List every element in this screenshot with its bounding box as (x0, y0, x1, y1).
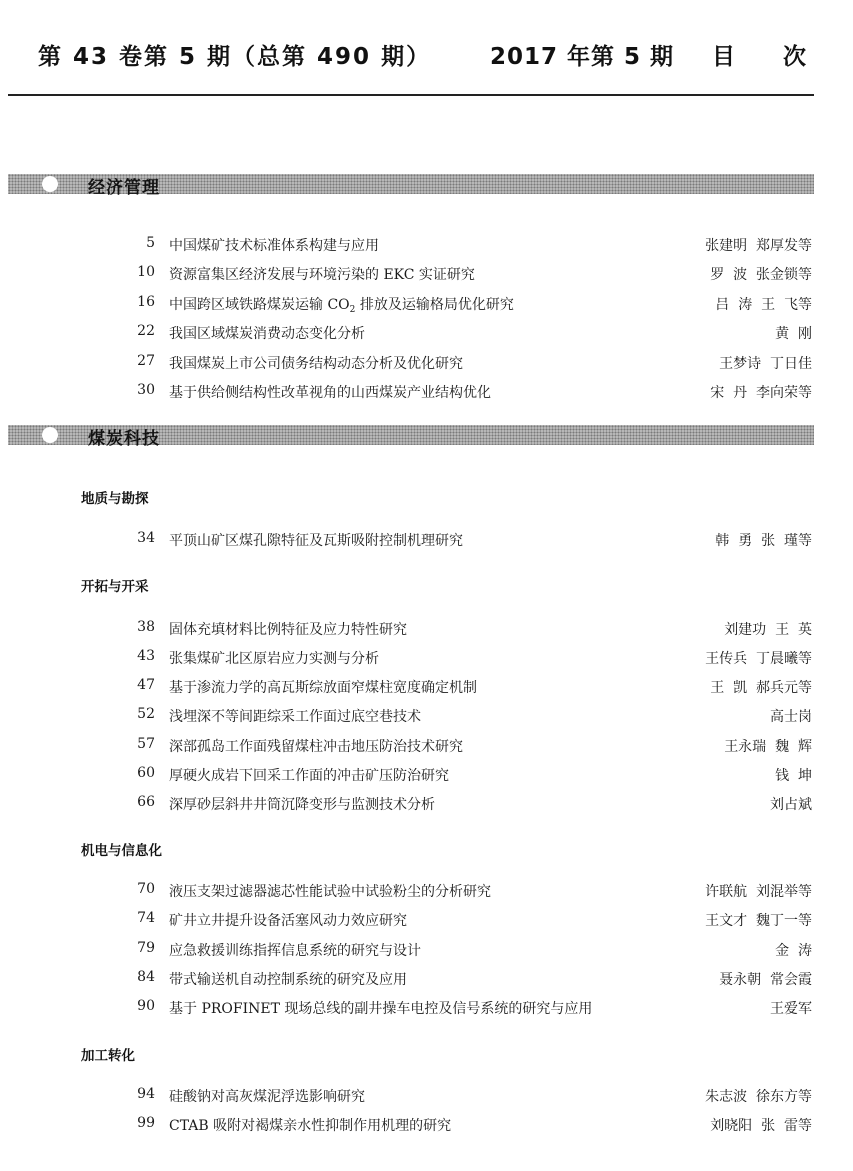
article-title: 基于渗流力学的高瓦斯综放面窄煤柱宽度确定机制 (169, 680, 477, 696)
volume-issue: 第 43 卷第 5 期（总第 490 期） (38, 44, 432, 70)
article-authors: 许联航 刘混举等 (705, 884, 812, 900)
article-authors: 宋 丹 李向荣等 (710, 385, 812, 401)
article-title: 中国煤矿技术标准体系构建与应用 (169, 238, 379, 254)
article-title: 平顶山矿区煤孔隙特征及瓦斯吸附控制机理研究 (169, 533, 463, 549)
toc-entry[interactable] (0, 235, 853, 257)
article-title: 固体充填材料比例特征及应力特性研究 (169, 622, 407, 638)
page-number: 99 (137, 1115, 155, 1131)
article-authors: 聂永朝 常会霞 (719, 972, 812, 988)
article-authors: 王 凯 郝兵元等 (710, 680, 812, 696)
toc-entry[interactable] (0, 765, 853, 787)
article-authors: 王文才 魏丁一等 (705, 913, 812, 929)
page-header (0, 0, 853, 96)
toc-entry[interactable] (0, 736, 853, 758)
page-number: 10 (137, 264, 155, 280)
article-authors: 朱志波 徐东方等 (705, 1089, 812, 1105)
article-title: 基于供给侧结构性改革视角的山西煤炭产业结构优化 (169, 385, 491, 401)
article-title: 深厚砂层斜井井筒沉降变形与监测技术分析 (169, 797, 435, 813)
article-authors: 高士岗 (770, 709, 812, 725)
subsection-title: 加工转化 (81, 1048, 135, 1064)
toc-entry[interactable] (0, 530, 853, 552)
toc-entry[interactable] (0, 677, 853, 699)
page-number: 5 (146, 235, 155, 251)
section-title: 煤炭科技 (88, 429, 160, 449)
page-number: 90 (137, 998, 155, 1014)
article-title: 资源富集区经济发展与环境污染的 EKC 实证研究 (169, 267, 475, 283)
article-title: 我国区域煤炭消费动态变化分析 (169, 326, 365, 342)
toc-entry[interactable] (0, 1086, 853, 1108)
article-authors: 韩 勇 张 瑾等 (715, 533, 812, 549)
toc-entry[interactable] (0, 794, 853, 816)
toc-entry[interactable] (0, 1115, 853, 1137)
article-title: 厚硬火成岩下回采工作面的冲击矿压防治研究 (169, 768, 449, 784)
subsection-title: 地质与勘探 (81, 491, 149, 507)
page-number: 60 (137, 765, 155, 781)
page-number: 57 (137, 736, 155, 752)
article-authors: 王梦诗 丁日佳 (719, 356, 812, 372)
bullet-circle-icon (42, 427, 58, 443)
article-title: 我国煤炭上市公司债务结构动态分析及优化研究 (169, 356, 463, 372)
article-authors: 王传兵 丁晨曦等 (705, 651, 812, 667)
toc-entry[interactable] (0, 264, 853, 286)
page-number: 43 (137, 648, 155, 664)
article-authors: 张建明 郑厚发等 (705, 238, 812, 254)
article-authors: 罗 波 张金锁等 (710, 267, 812, 283)
bullet-circle-icon (42, 176, 58, 192)
article-title: 矿井立井提升设备活塞风动力效应研究 (169, 913, 407, 929)
article-authors: 刘占斌 (770, 797, 812, 813)
article-authors: 吕 涛 王 飞等 (715, 297, 812, 313)
page-number: 84 (137, 969, 155, 985)
page-number: 38 (137, 619, 155, 635)
article-title: 基于 PROFINET 现场总线的副井操车电控及信号系统的研究与应用 (169, 1001, 593, 1017)
article-title: CTAB 吸附对褐煤亲水性抑制作用机理的研究 (169, 1118, 452, 1134)
toc-entry[interactable] (0, 998, 853, 1020)
article-authors: 刘建功 王 英 (724, 622, 812, 638)
toc-entry[interactable] (0, 294, 853, 316)
article-authors: 金 涛 (775, 943, 812, 959)
page-number: 22 (137, 323, 155, 339)
toc-entry[interactable] (0, 619, 853, 641)
section-title: 经济管理 (88, 178, 160, 198)
toc-entry[interactable] (0, 706, 853, 728)
page-number: 79 (137, 940, 155, 956)
page-number: 52 (137, 706, 155, 722)
contents-heading-right: 次 (783, 44, 806, 70)
article-title: 应急救援训练指挥信息系统的研究与设计 (169, 943, 421, 959)
page-number: 70 (137, 881, 155, 897)
contents-heading (712, 38, 853, 71)
page-number: 34 (137, 530, 155, 546)
article-authors: 刘晓阳 张 雷等 (710, 1118, 812, 1134)
article-title: 液压支架过滤器滤芯性能试验中试验粉尘的分析研究 (169, 884, 491, 900)
page-number: 16 (137, 294, 155, 310)
subsection-title: 开拓与开采 (81, 579, 149, 595)
article-authors: 钱 坤 (775, 768, 812, 784)
header-rule (8, 94, 814, 96)
article-title: 中国跨区域铁路煤炭运输 $CO_2$ 排放及运输格局优化研究 (169, 297, 514, 315)
toc-entry[interactable] (0, 353, 853, 375)
page-number: 30 (137, 382, 155, 398)
page-number: 47 (137, 677, 155, 693)
article-authors: 王永瑞 魏 辉 (724, 739, 812, 755)
toc-entry[interactable] (0, 940, 853, 962)
article-authors: 王爱军 (770, 1001, 812, 1017)
section-banner-economic-management (8, 174, 814, 198)
subsection-title: 机电与信息化 (81, 843, 162, 859)
article-title: 深部孤岛工作面残留煤柱冲击地压防治技术研究 (169, 739, 463, 755)
article-title: 张集煤矿北区原岩应力实测与分析 (169, 651, 379, 667)
article-title: 带式输送机自动控制系统的研究及应用 (169, 972, 407, 988)
article-title: 浅埋深不等间距综采工作面过底空巷技术 (169, 709, 421, 725)
toc-entry[interactable] (0, 648, 853, 670)
article-title: 硅酸钠对高灰煤泥浮选影响研究 (169, 1089, 365, 1105)
year-issue: 2017 年第 5 期 (490, 44, 675, 70)
page-number: 27 (137, 353, 155, 369)
toc-entry[interactable] (0, 910, 853, 932)
toc-entry[interactable] (0, 382, 853, 404)
page-number: 94 (137, 1086, 155, 1102)
page-number: 66 (137, 794, 155, 810)
contents-heading-left: 目 (712, 44, 735, 70)
toc-entry[interactable] (0, 881, 853, 903)
section-banner-coal-technology (8, 425, 814, 449)
page-number: 74 (137, 910, 155, 926)
toc-entry[interactable] (0, 969, 853, 991)
toc-entry[interactable] (0, 323, 853, 345)
article-authors: 黄 刚 (775, 326, 812, 342)
